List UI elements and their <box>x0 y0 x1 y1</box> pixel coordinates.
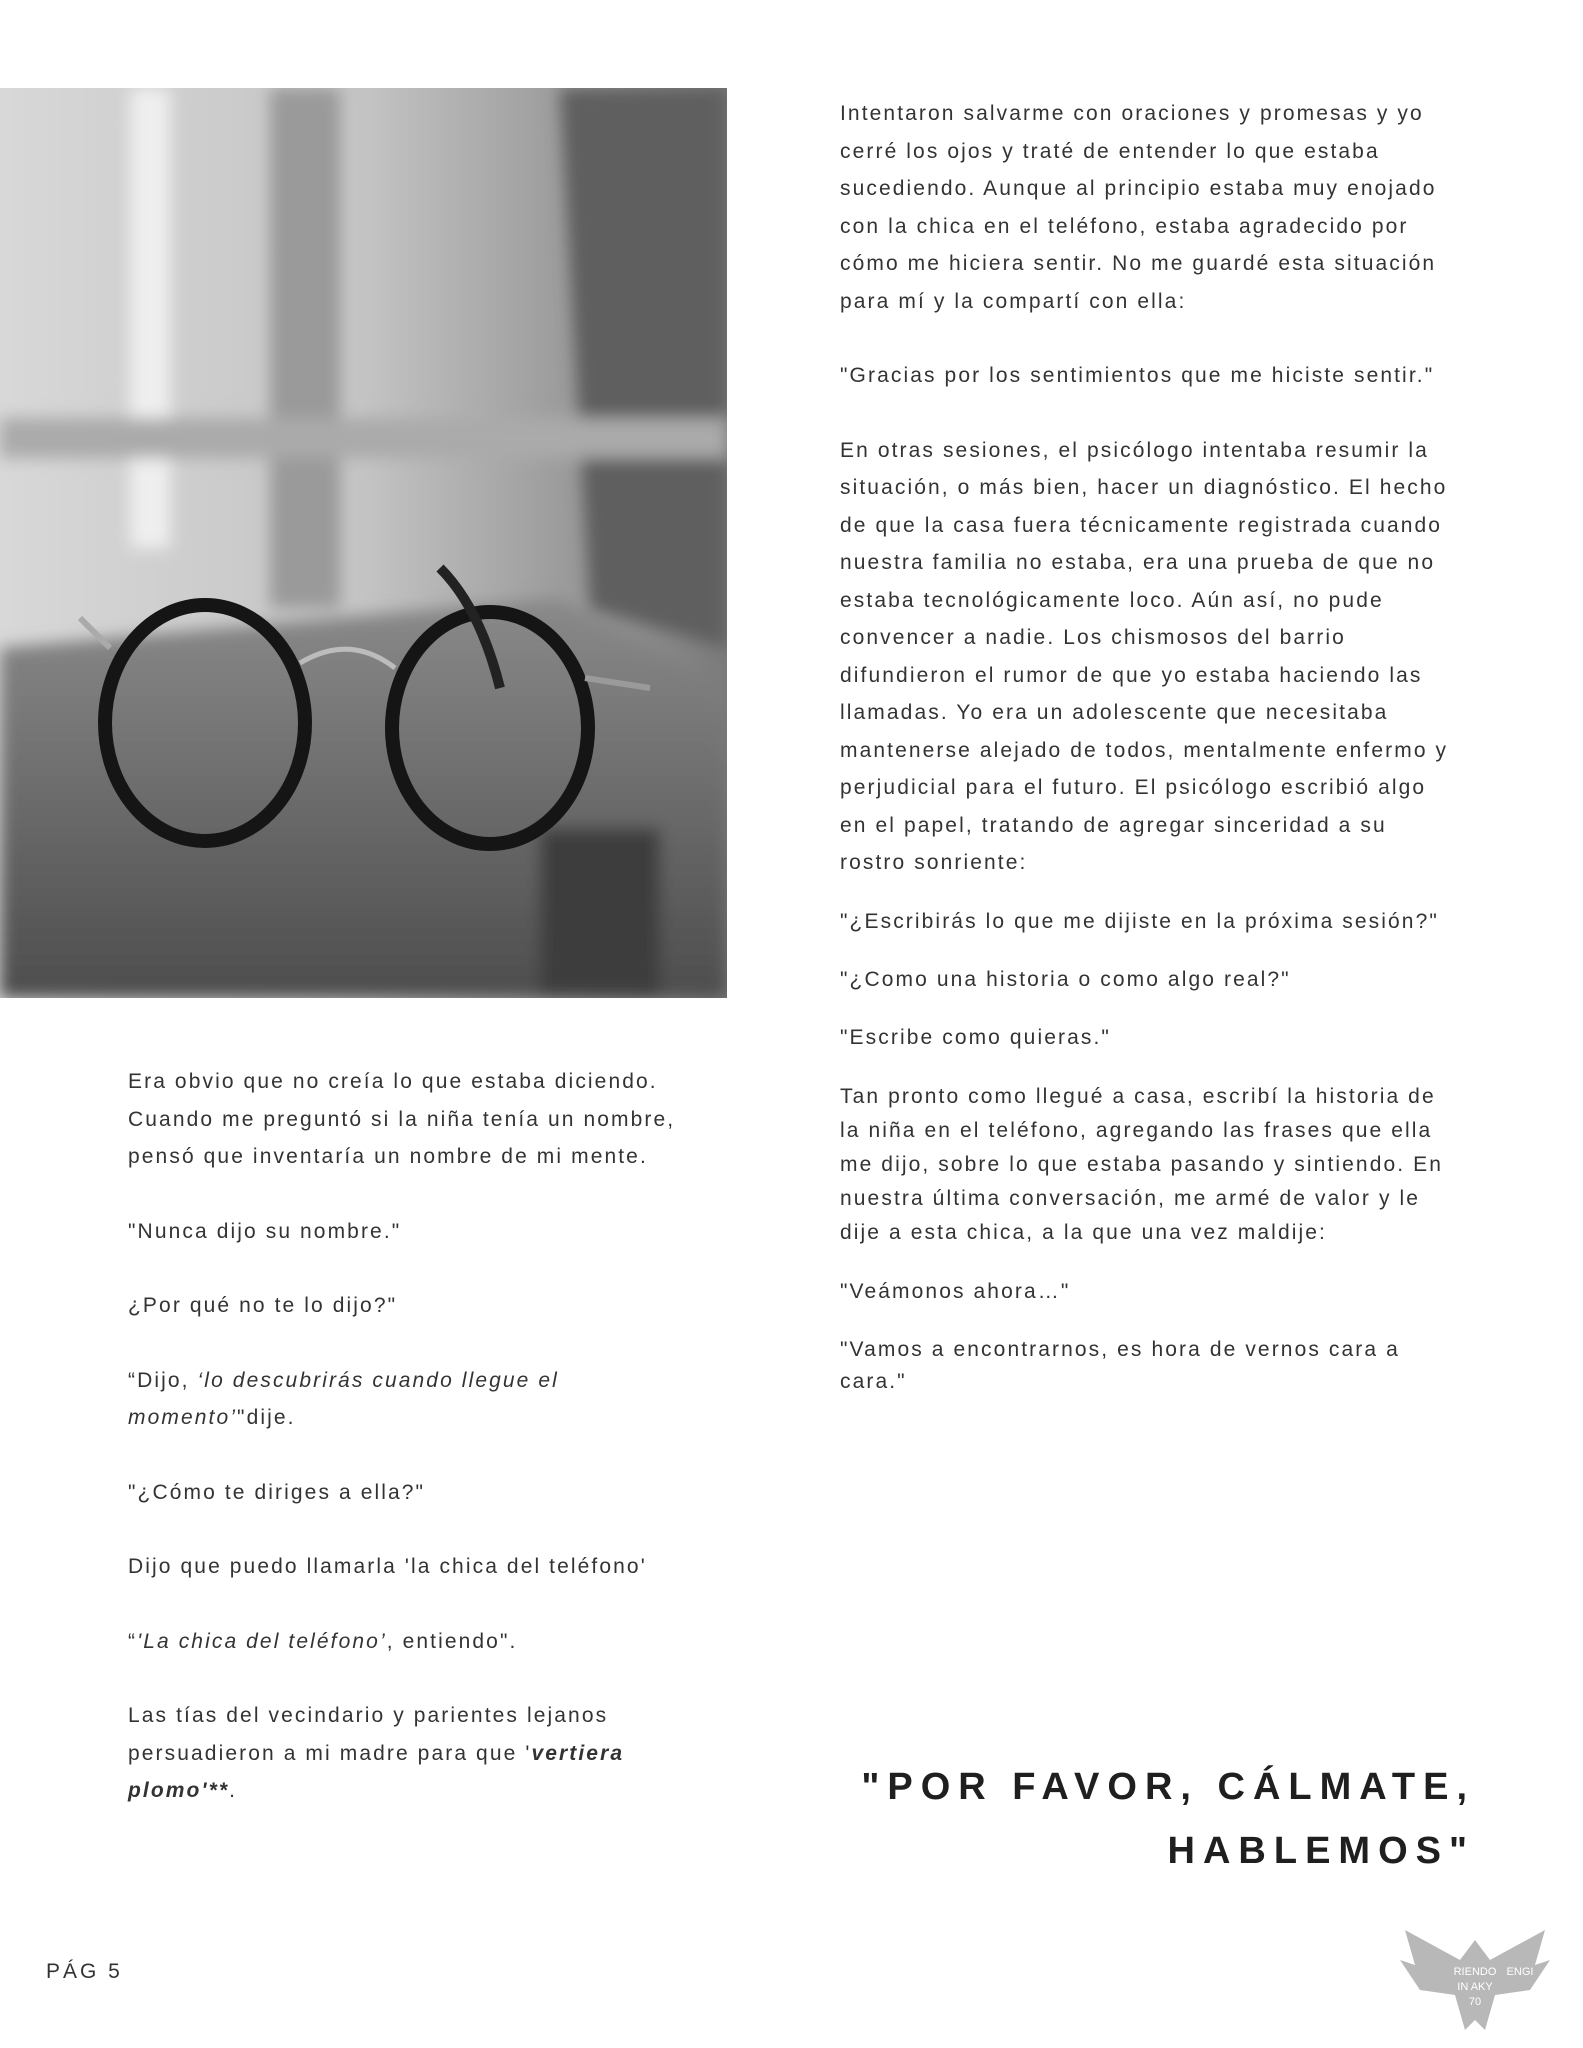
paragraph: ¿Por qué no te lo dijo?" <box>128 1294 398 1317</box>
eagle-logo-icon <box>1395 1920 1555 2040</box>
paragraph: "Nunca dijo su nombre." <box>128 1219 402 1243</box>
paragraph: Era obvio que no creía lo que estaba diciendo. Cuando me preguntó si la niña tenía un nombre, pensó que inventaría un nombre de mi mente. <box>128 1070 676 1168</box>
text-run: “Dijo, <box>128 1368 198 1392</box>
left-column <box>128 1063 728 1847</box>
text-run: , entiendo". <box>386 1629 518 1653</box>
glasses-photo <box>0 88 727 998</box>
paragraph: Tan pronto como llegué a casa, escribí la historia de la niña en el teléfono, agregando las frases que ella me dijo, sobre lo que estaba pasando y sintiendo. En nuestra última conversación, me armé de valor y le dije a esta chica, a la que una vez maldije: <box>840 1084 1444 1244</box>
paragraph: "¿Como una historia o como algo real?" <box>840 967 1291 991</box>
eagle-logo-art <box>1395 1920 1555 2040</box>
paragraph: "Gracias por los sentimientos que me hiciste sentir." <box>840 364 1435 387</box>
italic-text: ‘lo descubrirás cuando llegue el momento’ <box>128 1368 559 1429</box>
paragraph <box>128 1362 728 1437</box>
italic-text: 'La chica del teléfono’ <box>137 1629 387 1653</box>
paragraph: "Vamos a encontrarnos, es hora de vernos cara a cara." <box>840 1337 1400 1393</box>
paragraph: "¿Cómo te diriges a ella?" <box>128 1480 426 1504</box>
glasses-photo-art <box>0 88 727 998</box>
logo-text: IN AKY <box>1457 1981 1493 1993</box>
paragraph: En otras sesiones, el psicólogo intentaba resumir la situación, o más bien, hacer un diagnóstico. El hecho de que la casa fuera técnicamente registrada cuando nuestra familia no estaba, era una prueba de que no estaba tecnológicamente loco. Aún así, no pude convencer a nadie. Los chismosos del barrio difundieron el rumor de que yo estaba haciendo las llamadas. Yo era un adolescente que necesitaba mantenerse alejado de todos, mentalmente enfermo y perjudicial para el futuro. El psicólogo escribió algo en el papel, tratando de agregar sinceridad a su rostro sonriente: <box>840 438 1449 874</box>
logo-text: 70 <box>1468 1996 1482 2008</box>
paragraph: "Veámonos ahora…" <box>840 1279 1071 1303</box>
paragraph: Intentaron salvarme con oraciones y promesas y yo cerré los ojos y traté de entender lo que estaba sucediendo. Aunque al principio estaba muy enojado con la chica en el teléfono, estaba agradecido por cómo me hiciera sentir. No me guardé esta situación para mí y la compartí con ella: <box>840 102 1437 313</box>
text-run: Las tías del vecindario y parientes lejanos persuadieron a mi madre para que ' <box>128 1704 609 1765</box>
right-column <box>840 95 1460 1424</box>
logo-text: RIENDO <box>1453 1966 1497 1978</box>
paragraph: "¿Escribirás lo que me dijiste en la próxima sesión?" <box>840 909 1439 933</box>
page-number: PÁG 5 <box>46 1960 123 1983</box>
paragraph: "Escribe como quieras." <box>840 1025 1111 1049</box>
bold-italic-text: vertiera plomo'** <box>128 1741 625 1802</box>
text-run: “ <box>128 1629 138 1653</box>
pull-quote: "POR FAVOR, CÁLMATE, HABLEMOS" <box>861 1766 1475 1872</box>
text-run: . <box>229 1779 238 1802</box>
text-run: "dije. <box>237 1406 296 1429</box>
paragraph: Dijo que puedo llamarla 'la chica del teléfono' <box>128 1555 647 1578</box>
logo-text: ENGI <box>1506 1966 1534 1978</box>
paragraph <box>128 1697 728 1810</box>
paragraph <box>128 1623 728 1661</box>
